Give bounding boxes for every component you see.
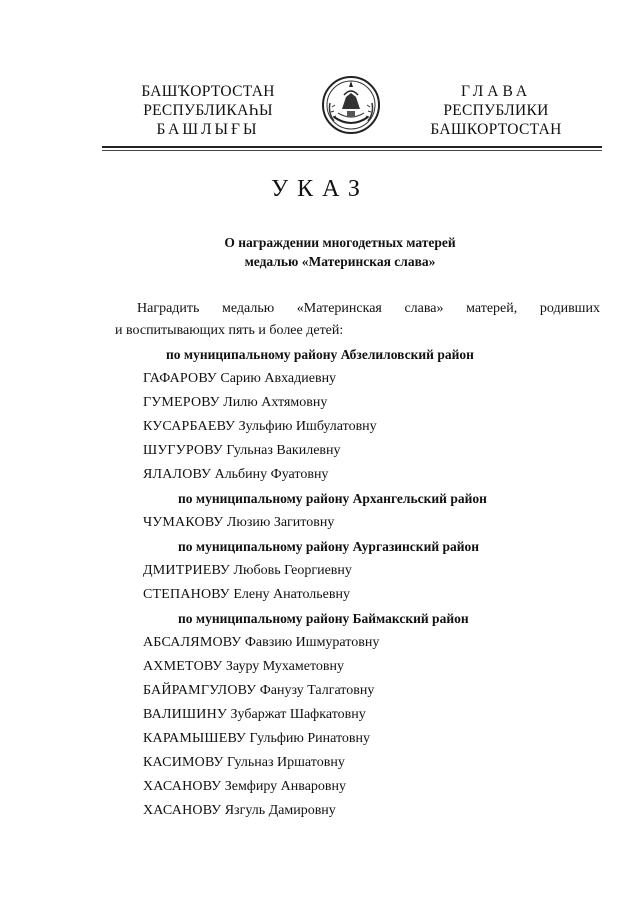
intro-line-1 — [115, 298, 600, 320]
awardee-given-name: Земфиру Анваровну — [224, 779, 347, 794]
intro-word: Наградить — [137, 301, 200, 316]
district-heading: по муниципальному району Абзелиловский район — [166, 347, 474, 362]
header-divider-thick — [102, 146, 602, 148]
district-heading: по муниципальному району Баймакский район — [178, 611, 469, 626]
awardee-surname: КАРАМЫШЕВУ — [143, 731, 247, 746]
intro-word: родивших — [539, 301, 600, 316]
header-divider-thin — [102, 150, 602, 151]
awardee-row — [0, 631, 640, 655]
header-left-line: БАШҠОРТОСТАН — [141, 83, 275, 100]
awardee-given-name: Зульфию Ишбулатовну — [238, 419, 377, 434]
awardee-row — [0, 391, 640, 415]
header-right-line: РЕСПУБЛИКИ — [443, 102, 549, 119]
header-left-line: БАШЛЫҒЫ — [156, 121, 260, 138]
awardee-row — [0, 799, 640, 823]
awardee-row — [0, 439, 640, 463]
awardee-row — [0, 367, 640, 391]
awardee-surname: БАЙРАМГУЛОВУ — [143, 683, 257, 698]
document-subject — [0, 233, 640, 271]
awardee-surname: ГУМЕРОВУ — [143, 395, 220, 410]
awardee-row — [0, 415, 640, 439]
awardee-row — [0, 679, 640, 703]
awardee-given-name: Елену Анатольевну — [233, 587, 350, 602]
district-heading: по муниципальному району Аургазинский район — [178, 539, 480, 554]
awardee-surname: ВАЛИШИНУ — [143, 707, 228, 722]
header-right-line: БАШКОРТОСТАН — [430, 121, 562, 138]
awardee-surname: КУСАРБАЕВУ — [143, 419, 236, 434]
awardee-given-name: Люзию Загитовну — [226, 515, 335, 530]
awardee-given-name: Язгуль Дамировну — [224, 803, 336, 818]
awardee-given-name: Любовь Георгиевну — [233, 563, 352, 578]
awardee-row — [0, 583, 640, 607]
awardee-row — [0, 775, 640, 799]
awardee-surname: ДМИТРИЕВУ — [143, 563, 231, 578]
awardee-given-name: Гульназ Вакилевну — [226, 443, 341, 458]
awardee-given-name: Лилю Ахтямовну — [223, 395, 328, 410]
awardee-given-name: Фавзию Ишмуратовну — [244, 635, 380, 650]
awardee-given-name: Зубаржат Шафкатовну — [230, 707, 366, 722]
bashkortostan-emblem-icon — [320, 73, 382, 139]
awardee-surname: ШУГУРОВУ — [143, 443, 223, 458]
awardee-row — [0, 703, 640, 727]
intro-word: медалью — [222, 301, 275, 316]
awardee-given-name: Зауру Мухаметовну — [225, 659, 344, 674]
awardee-surname: ГАФАРОВУ — [143, 371, 217, 386]
intro-paragraph — [115, 298, 600, 342]
awardee-row — [0, 727, 640, 751]
subject-line: медалью «Материнская слава» — [244, 254, 436, 269]
intro-word: слава» — [404, 301, 444, 316]
district-heading: по муниципальному району Архангельский район — [178, 491, 487, 506]
intro-word: «Материнская — [296, 301, 382, 316]
awardee-row — [0, 655, 640, 679]
intro-word: матерей, — [466, 301, 518, 316]
awardee-row — [0, 751, 640, 775]
awardee-row — [0, 559, 640, 583]
awardee-surname: АБСАЛЯМОВУ — [143, 635, 242, 650]
awardee-given-name: Гульназ Иршатовну — [226, 755, 345, 770]
awardee-surname: ЧУМАКОВУ — [143, 515, 224, 530]
awardee-given-name: Сарию Авхадиевну — [220, 371, 337, 386]
header-russian-title — [396, 82, 596, 139]
document-title: УКАЗ — [271, 176, 369, 202]
header-right-line: ГЛАВА — [460, 83, 532, 100]
intro-line-2: и воспитывающих пять и более детей: — [115, 323, 344, 338]
awardee-row — [0, 511, 640, 535]
awardee-surname: ЯЛАЛОВУ — [143, 467, 212, 482]
header-left-line: РЕСПУБЛИКАҺЫ — [143, 102, 273, 119]
awardee-surname: ХАСАНОВУ — [143, 803, 222, 818]
awardee-given-name: Гульфию Ринатовну — [249, 731, 371, 746]
awardee-surname: КАСИМОВУ — [143, 755, 224, 770]
awardee-list — [0, 343, 640, 823]
awardee-surname: ХАСАНОВУ — [143, 779, 222, 794]
awardee-surname: АХМЕТОВУ — [143, 659, 223, 674]
header-bashkir-title — [108, 82, 308, 139]
awardee-given-name: Альбину Фуатовну — [214, 467, 329, 482]
awardee-surname: СТЕПАНОВУ — [143, 587, 230, 602]
awardee-row — [0, 463, 640, 487]
subject-line: О награждении многодетных матерей — [224, 235, 456, 250]
awardee-given-name: Фанузу Талгатовну — [259, 683, 375, 698]
